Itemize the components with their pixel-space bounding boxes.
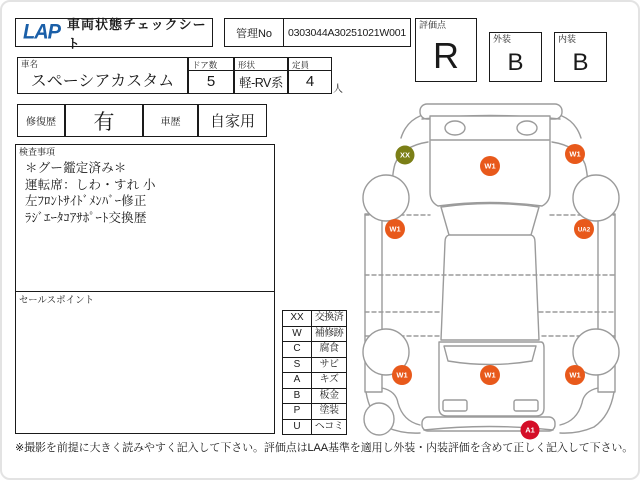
overall-score-value: R	[433, 35, 459, 76]
exterior-score-label: 外装	[493, 34, 512, 44]
car-top-view-diagram	[362, 90, 632, 440]
vehicle-name-value: スペーシアカスタム	[30, 73, 175, 90]
exterior-score-value: B	[507, 49, 524, 76]
marker-hood	[480, 156, 500, 176]
marker-label: W1	[389, 224, 401, 234]
left-front-shoulder	[401, 116, 420, 138]
marker-label: XX	[399, 150, 411, 160]
marker-label: A1	[525, 425, 535, 435]
legend-row	[283, 311, 347, 327]
marker-left-front-fender	[396, 146, 415, 165]
legend-code: C	[283, 342, 312, 358]
marker-label: W1	[484, 370, 496, 380]
legend-row	[283, 373, 347, 389]
vehicle-name-label: 車名	[21, 59, 39, 69]
manage-no-label: 管理No	[225, 19, 284, 46]
inspection-lines	[16, 157, 274, 226]
vehicle-name-cell	[17, 57, 188, 94]
right-rear-quarter-outer	[560, 392, 614, 433]
marker-right-front-door	[574, 219, 594, 239]
header-logo-box	[15, 16, 213, 51]
marker-label: W1	[484, 161, 496, 171]
overall-score-box	[415, 18, 477, 82]
interior-score-value: B	[572, 49, 589, 76]
spare-wheel	[364, 403, 394, 435]
shape-value: 軽-RV系	[239, 75, 283, 90]
marker-label: W1	[396, 370, 408, 380]
legend-code: S	[283, 357, 312, 373]
windshield	[441, 204, 539, 239]
capacity-value: 4	[305, 73, 315, 90]
legend-row	[283, 419, 347, 435]
capacity-cell	[288, 57, 332, 94]
legend-table	[282, 310, 347, 435]
legend-meaning: キズ	[312, 373, 347, 389]
legend-row	[283, 326, 347, 342]
marker-rear-bumper	[521, 421, 540, 440]
marker-left-rear-quarter	[392, 365, 412, 385]
legend-code: B	[283, 388, 312, 404]
doors-label: ドア数	[189, 58, 233, 71]
roof	[441, 235, 539, 340]
marker-label: UA2	[577, 226, 591, 234]
footer-note: ※撮影を前提に大きく読みやすく記入して下さい。評価点はLAA基準を適用し外装・内装評価を含めて正しく記入して下さい。	[15, 442, 634, 454]
legend-meaning: 板金	[312, 388, 347, 404]
legend-code: P	[283, 404, 312, 420]
legend-meaning: ヘコミ	[312, 419, 347, 435]
shape-cell	[234, 57, 288, 94]
doors-cell	[188, 57, 234, 94]
legend-row	[283, 357, 347, 373]
exterior-score-box	[489, 32, 542, 82]
marker-label: W1	[569, 149, 581, 159]
capacity-label: 定員	[289, 58, 331, 71]
legend-row	[283, 388, 347, 404]
front-left-wheel	[363, 175, 409, 221]
legend-meaning: サビ	[312, 357, 347, 373]
legend-meaning: 補修跡	[312, 326, 347, 342]
interior-score-box	[554, 32, 607, 82]
notes-divider	[16, 291, 274, 292]
inspection-line: ﾗｼﾞｴｰﾀｺｱｻﾎﾟｰﾄ交換歴	[25, 210, 147, 225]
repair-history-label: 修復歴	[17, 104, 65, 137]
repair-history-value: 有	[65, 104, 143, 137]
sales-point-label: セールスポイント	[19, 295, 95, 306]
shape-label: 形状	[235, 58, 287, 71]
marker-right-rear-quarter	[565, 365, 585, 385]
inspection-line: 運転席：しわ・すれ 小	[25, 177, 156, 192]
interior-score-label: 内装	[558, 34, 577, 44]
legend-meaning: 交換済	[312, 311, 347, 327]
inspection-line: ＊グー鑑定済み＊	[25, 161, 127, 175]
overall-score-label: 評価点	[419, 20, 447, 30]
manage-no-value: 0303044A30251021W001	[287, 26, 407, 39]
inspection-label: 検査事項	[19, 147, 56, 157]
front-right-wheel	[573, 175, 619, 221]
marker-tailgate	[480, 365, 500, 385]
legend-meaning: 腐食	[312, 342, 347, 358]
sheet-title: 車両状態チェックシート	[67, 16, 207, 51]
legend-row	[283, 342, 347, 358]
legend-code: W	[283, 326, 312, 342]
lap-logo: LAP	[23, 20, 60, 44]
legend-code: A	[283, 373, 312, 389]
inspection-line: 左ﾌﾛﾝﾄｻｲﾄﾞﾒﾝﾊﾞｰ修正	[25, 194, 147, 208]
marker-right-front-fender	[565, 144, 585, 164]
legend-code: XX	[283, 311, 312, 327]
notes-box	[15, 144, 275, 434]
right-front-shoulder	[562, 116, 581, 138]
capacity-unit: 人	[333, 84, 343, 95]
doors-value: 5	[206, 73, 216, 90]
legend-meaning: 塗装	[312, 404, 347, 420]
legend-code: U	[283, 419, 312, 435]
marker-left-front-door	[385, 219, 405, 239]
marker-label: W1	[569, 370, 581, 380]
manage-no-box	[224, 18, 411, 47]
right-rear-quarter	[560, 388, 598, 425]
usage-history-label: 車歴	[143, 104, 198, 137]
legend-row	[283, 404, 347, 420]
usage-history-value: 自家用	[198, 104, 267, 137]
